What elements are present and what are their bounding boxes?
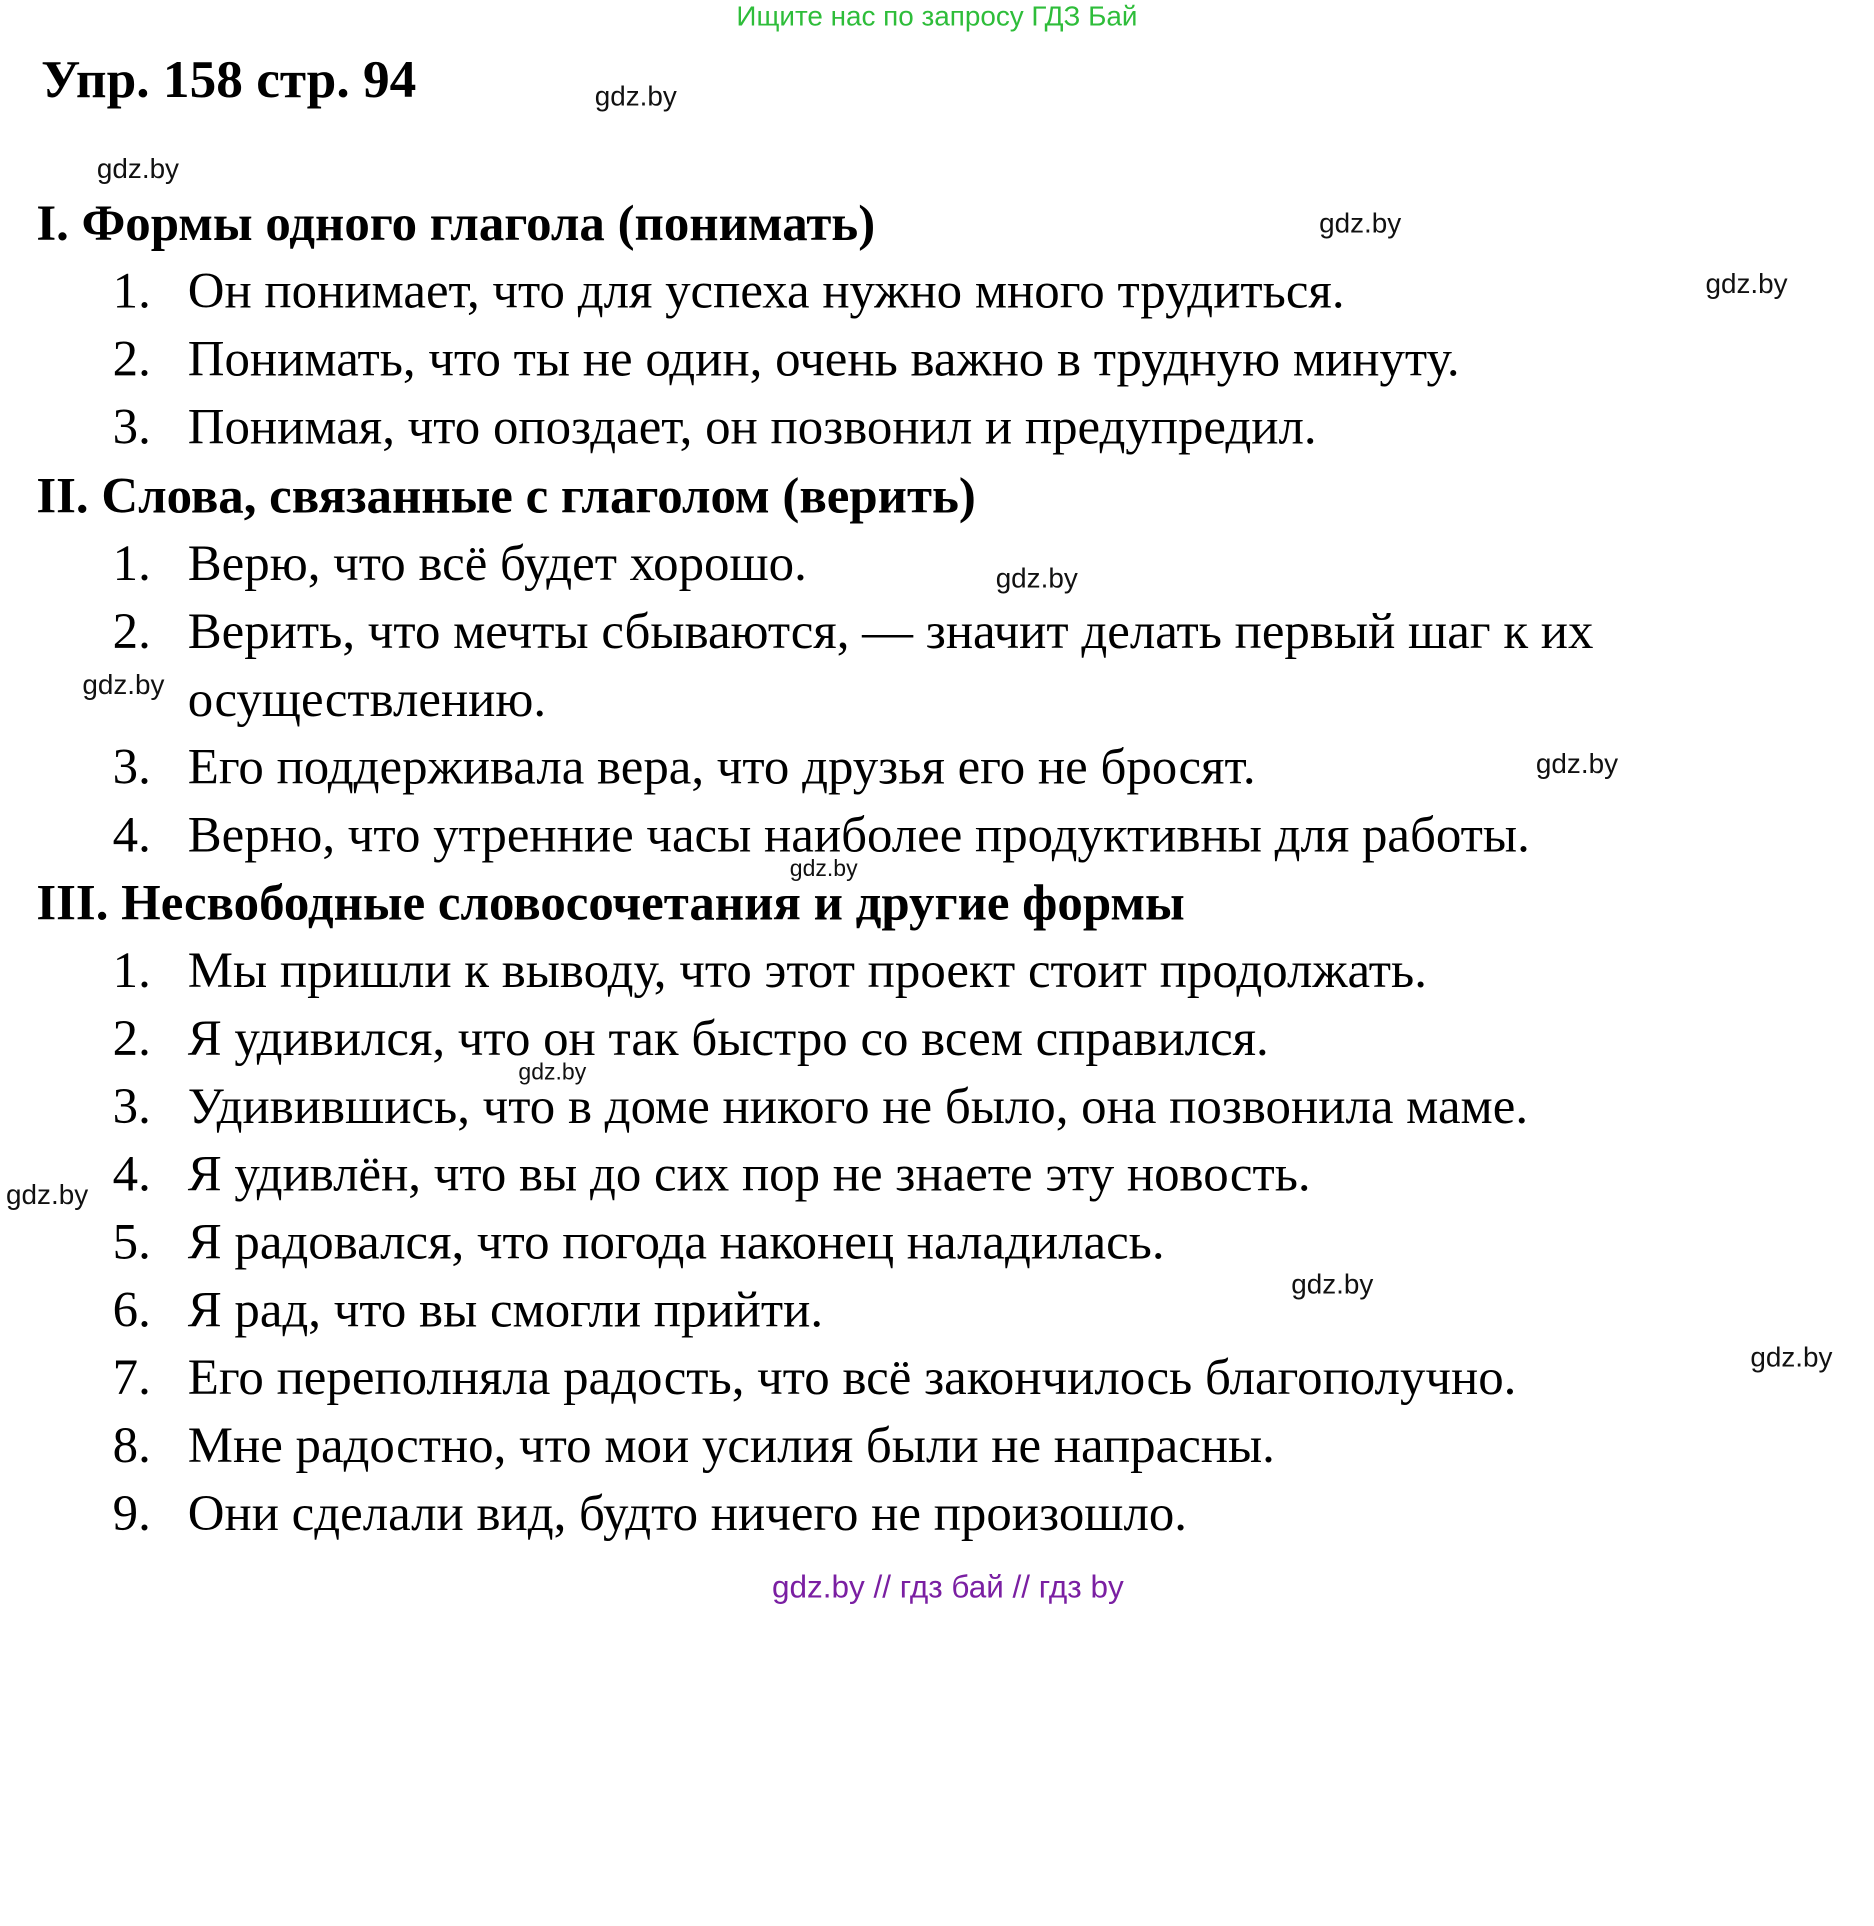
watermark: gdz.by [1750, 1340, 1833, 1373]
item-text: Верно, что утренние часы наиболее продуктивны для работы. [187, 807, 1530, 864]
list-item [112, 264, 1345, 320]
list-item [112, 1214, 1165, 1271]
watermark: gdz.by [1705, 267, 1788, 300]
section-heading: III. Несвободные словосочетания и другие формы [36, 875, 1185, 932]
item-text: Верить, что мечты сбываются, — значит делать первый шаг к их [187, 604, 1594, 661]
list-item [112, 1486, 1187, 1542]
watermark: gdz.by [1535, 747, 1619, 779]
item-number: 2. [112, 1011, 151, 1068]
list-item [112, 331, 1460, 388]
item-text: Мне радостно, что мои усилия были не напрасны. [187, 1418, 1275, 1475]
list-item [112, 740, 1256, 796]
list-item [112, 399, 1317, 456]
item-text: Удивившись, что в доме никого не было, она позвонила маме. [187, 1079, 1529, 1135]
item-number: 2. [112, 604, 151, 661]
watermark: gdz.by [995, 562, 1078, 594]
item-text: Они сделали вид, будто ничего не произошло. [187, 1486, 1187, 1542]
list-item [112, 1418, 1275, 1475]
item-text: Я рад, что вы смогли прийти. [187, 1282, 824, 1339]
item-text: Его поддерживала вера, что друзья его не бросят. [187, 740, 1256, 796]
item-number: 1. [112, 536, 151, 593]
item-number: 4. [112, 807, 151, 864]
item-number: 6. [112, 1282, 151, 1339]
watermark: gdz.by [82, 668, 165, 701]
item-text: Я радовался, что погода наконец наладилась. [187, 1214, 1165, 1271]
list-item [112, 807, 1530, 864]
item-text: Понимая, что опоздает, он позвонил и предупредил. [187, 399, 1317, 456]
item-number: 7. [112, 1350, 151, 1407]
watermark: gdz.by [1291, 1268, 1374, 1300]
section-heading: I. Формы одного глагола (понимать) [36, 196, 876, 252]
item-continuation: осуществлению. [187, 672, 547, 728]
item-text: Понимать, что ты не один, очень важно в трудную минуту. [187, 331, 1460, 388]
item-number: 2. [112, 331, 151, 388]
footer-links: gdz.by // гдз бай // гдз by [771, 1568, 1124, 1605]
item-number: 8. [112, 1418, 151, 1475]
list-item [112, 1350, 1517, 1407]
list-item [112, 1079, 1529, 1135]
item-number: 3. [112, 1079, 151, 1135]
item-number: 1. [112, 943, 151, 1000]
top-banner: Ищите нас по запросу ГДЗ Бай [736, 0, 1138, 32]
item-number: 5. [112, 1214, 151, 1271]
item-text: Его переполняла радость, что всё закончилось благополучно. [187, 1350, 1517, 1407]
item-number: 3. [112, 740, 151, 796]
watermark: gdz.by [518, 1059, 587, 1086]
page-title: Упр. 158 стр. 94 [41, 49, 417, 110]
watermark: gdz.by [1319, 207, 1402, 239]
item-number: 4. [112, 1147, 151, 1203]
list-item [112, 1282, 824, 1339]
list-item [112, 604, 1594, 661]
list-item [112, 1011, 1269, 1068]
watermark: gdz.by [96, 152, 179, 185]
watermark: gdz.by [594, 79, 677, 112]
list-item [112, 1147, 1311, 1203]
item-text: Я удивился, что он так быстро со всем справился. [187, 1011, 1269, 1068]
item-number: 9. [112, 1486, 151, 1542]
item-number: 1. [112, 264, 151, 320]
list-item [112, 536, 807, 593]
item-text: Верю, что всё будет хорошо. [187, 536, 807, 593]
item-text: Мы пришли к выводу, что этот проект стоит продолжать. [187, 943, 1427, 1000]
item-number: 3. [112, 399, 151, 456]
section-heading: II. Слова, связанные с глаголом (верить) [36, 468, 976, 525]
watermark: gdz.by [6, 1178, 89, 1211]
item-text: Он понимает, что для успеха нужно много трудиться. [187, 264, 1345, 320]
list-item [112, 943, 1427, 1000]
watermark: gdz.by [789, 856, 858, 882]
item-text: Я удивлён, что вы до сих пор не знаете эту новость. [187, 1147, 1311, 1203]
